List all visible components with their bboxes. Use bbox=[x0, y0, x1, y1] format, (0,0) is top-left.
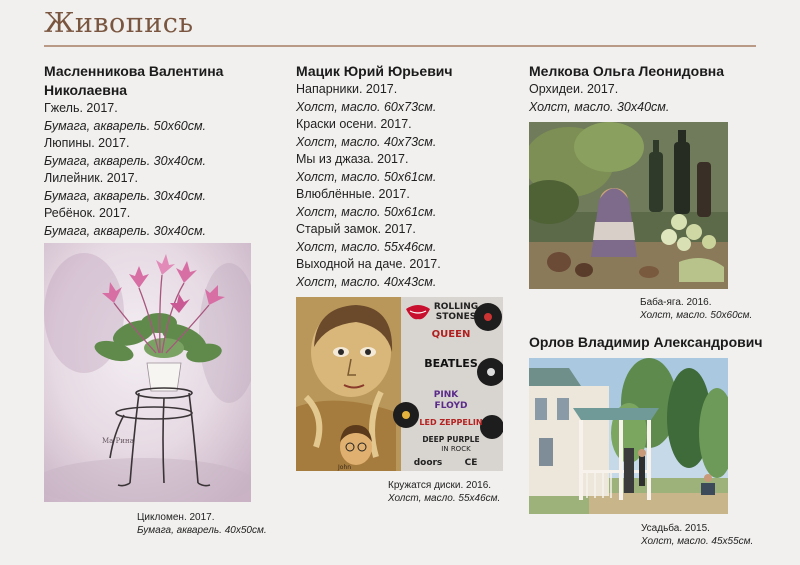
artwork-medium: Холст, масло. 50х61см. bbox=[296, 204, 437, 219]
artist-name: Мелкова Ольга Леонидовна bbox=[529, 63, 725, 79]
painting-caption-medium: Холст, масло. 45х55см. bbox=[641, 536, 754, 547]
artwork-title: Ребёнок. 2017. bbox=[44, 206, 131, 220]
artist-column-1 bbox=[44, 62, 264, 240]
artwork-title: Краски осени. 2017. bbox=[296, 117, 412, 131]
poster-stones: STONES bbox=[435, 312, 477, 322]
artwork-medium: Холст, масло. 55х46см. bbox=[296, 239, 437, 254]
artwork-medium: Бумага, акварель. 30х40см. bbox=[44, 188, 207, 203]
painting-caption-title: Баба-яга. 2016. bbox=[640, 297, 712, 308]
artwork-medium: Бумага, акварель. 50х60см. bbox=[44, 118, 207, 133]
artist-signature: Ма Рина bbox=[102, 437, 134, 445]
poster-ce: CE bbox=[464, 458, 478, 468]
artwork-title: Гжель. 2017. bbox=[44, 101, 118, 115]
john-label: John bbox=[338, 464, 352, 471]
title-divider bbox=[44, 45, 756, 47]
artwork-title: Выходной на даче. 2017. bbox=[296, 257, 441, 271]
painting-spinning-records bbox=[296, 297, 503, 471]
painting-caption-title: Цикломен. 2017. bbox=[137, 512, 215, 523]
artwork-title: Люпины. 2017. bbox=[44, 136, 130, 150]
painting-caption-medium: Холст, масло. 50х60см. bbox=[640, 310, 753, 321]
artist-name: Масленникова Валентина bbox=[44, 63, 224, 79]
artist-name-line-2: Николаевна bbox=[44, 82, 128, 98]
painting-caption-medium: Холст, масло. 55х46см. bbox=[388, 493, 501, 504]
artwork-title: Влюблённые. 2017. bbox=[296, 187, 410, 201]
artist-column-2 bbox=[296, 62, 516, 291]
poster-floyd: FLOYD bbox=[434, 401, 468, 411]
painting-caption-title: Усадьба. 2015. bbox=[641, 523, 710, 534]
artwork-title: Старый замок. 2017. bbox=[296, 222, 416, 236]
poster-rolling: ROLLING bbox=[433, 302, 479, 312]
artwork-title: Напарники. 2017. bbox=[296, 82, 398, 96]
painting-estate bbox=[529, 358, 728, 514]
artwork-medium: Холст, масло. 30х40см. bbox=[529, 99, 670, 114]
poster-pink: PINK bbox=[433, 390, 459, 400]
artwork-title: Орхидеи. 2017. bbox=[529, 82, 619, 96]
painting-baba-yaga bbox=[529, 122, 728, 289]
poster-in-rock: IN ROCK bbox=[441, 445, 471, 453]
artwork-medium: Холст, масло. 40х43см. bbox=[296, 274, 437, 289]
painting-caption-title: Кружатся диски. 2016. bbox=[388, 480, 492, 491]
artist-name: Мацик Юрий Юрьевич bbox=[296, 63, 453, 79]
artwork-medium: Холст, масло. 60х73см. bbox=[296, 99, 437, 114]
poster-beatles: BEATLES bbox=[424, 357, 478, 370]
poster-deep-purple: DEEP PURPLE bbox=[422, 435, 480, 444]
artwork-medium: Холст, масло. 40х73см. bbox=[296, 134, 437, 149]
painting-caption-medium: Бумага, акварель. 40х50см. bbox=[137, 525, 267, 536]
artwork-medium: Холст, масло. 50х61см. bbox=[296, 169, 437, 184]
poster-queen: QUEEN bbox=[431, 329, 471, 340]
artwork-medium: Бумага, акварель. 30х40см. bbox=[44, 153, 207, 168]
painting-cyclamen bbox=[44, 243, 251, 502]
page-title: Живопись bbox=[44, 8, 194, 39]
poster-led-zeppelin: LED ZEPPELIN bbox=[419, 418, 483, 427]
poster-doors: doors bbox=[413, 458, 443, 468]
artwork-title: Мы из джаза. 2017. bbox=[296, 152, 409, 166]
artist-column-3 bbox=[529, 62, 769, 116]
artwork-medium: Бумага, акварель. 30х40см. bbox=[44, 223, 207, 238]
artist-name: Орлов Владимир Александрович bbox=[529, 334, 763, 350]
artwork-title: Лилейник. 2017. bbox=[44, 171, 138, 185]
